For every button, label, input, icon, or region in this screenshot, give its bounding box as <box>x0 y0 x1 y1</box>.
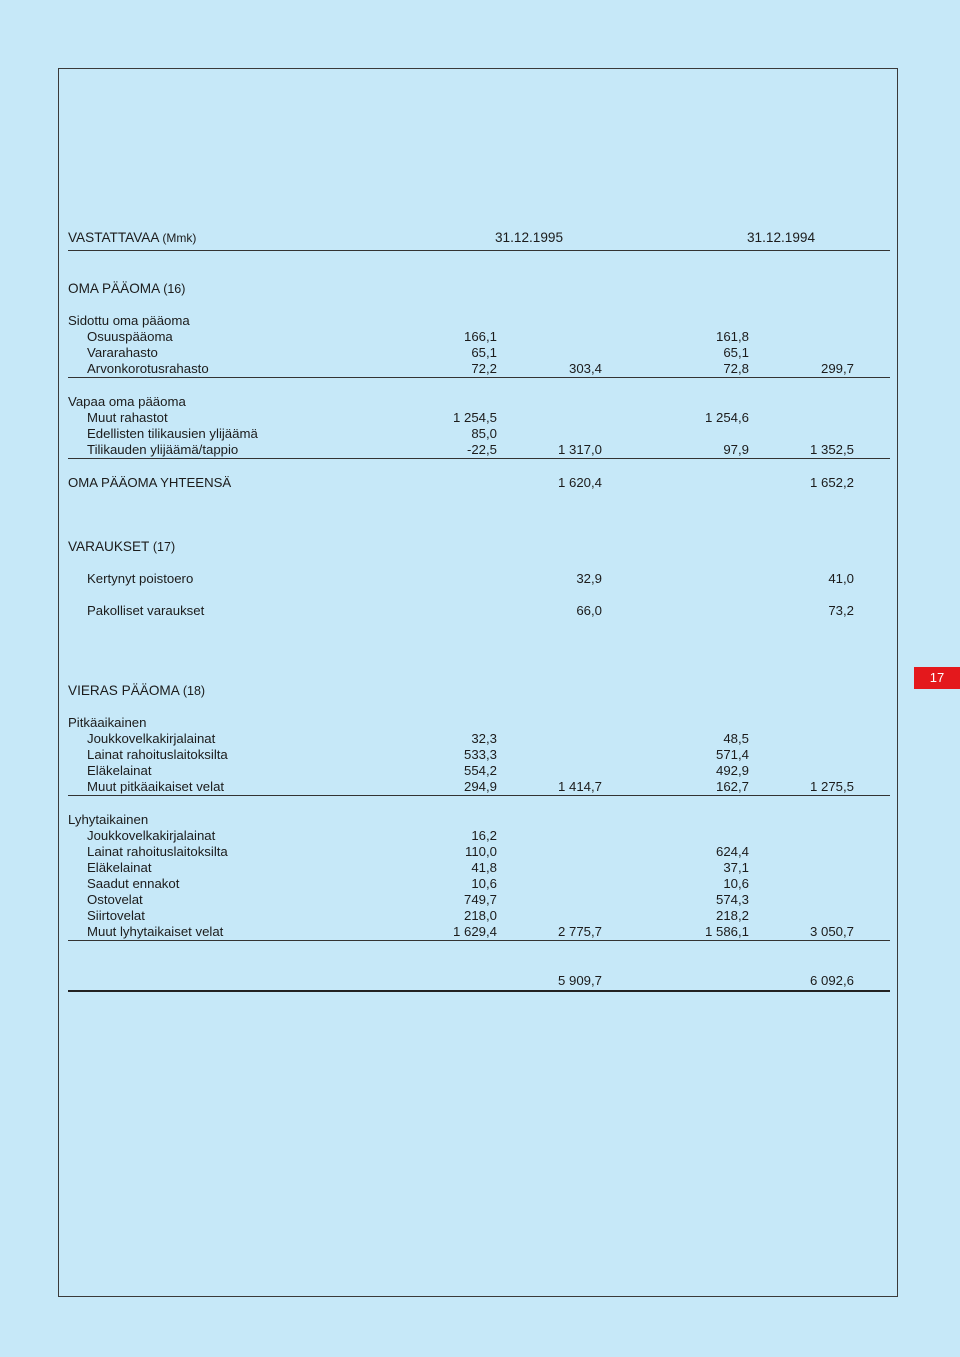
grand-total-1994: 6 092,6 <box>810 973 854 988</box>
table-row: Tilikauden ylijäämä/tappio -22,5 1 317,0 97,9 1 352,5 <box>68 442 890 459</box>
table-row: Edellisten tilikausien ylijäämä 85,0 <box>87 426 497 441</box>
table-header <box>68 230 890 251</box>
page-number-tab: 17 <box>914 667 960 689</box>
table-row: Osuuspääoma 166,1 161,8 <box>87 329 749 344</box>
subsection-lyhyt: Lyhytaikainen <box>68 812 149 827</box>
subtotal-1994: 1 352,5 <box>810 442 854 457</box>
subsection-vapaa: Vapaa oma pääoma <box>68 394 186 409</box>
table-row: Joukkovelkakirjalainat 32,3 48,5 <box>87 731 749 746</box>
table-row: Muut rahastot 1 254,5 1 254,6 <box>87 410 749 425</box>
table-row: Eläkelainat 41,8 37,1 <box>87 860 749 875</box>
table-row: Vararahasto 65,1 65,1 <box>87 345 749 360</box>
table-title: VASTATTAVAA (Mmk) <box>68 230 197 245</box>
subtotal-1995: 303,4 <box>568 361 602 376</box>
table-row: Ostovelat 749,7 574,3 <box>87 892 749 907</box>
subtotal-1994: 3 050,7 <box>810 924 854 939</box>
table-row: Muut lyhytaikaiset velat 1 629,4 2 775,7 1 586,1 3 050,7 <box>68 924 890 941</box>
total-row-oma: OMA PÄÄOMA YHTEENSÄ 1 620,4 1 652,2 <box>68 475 854 490</box>
subtotal-1995: 1 317,0 <box>558 442 602 457</box>
table-row: Pakolliset varaukset 66,0 73,2 <box>87 603 854 618</box>
grand-total-1995: 5 909,7 <box>558 973 602 988</box>
grand-total-row <box>68 973 890 992</box>
table-row: Arvonkorotusrahasto 72,2 303,4 72,8 299,7 <box>68 361 890 378</box>
subtotal-1995: 1 414,7 <box>558 779 602 794</box>
table-row: Lainat rahoituslaitoksilta 533,3 571,4 <box>87 747 749 762</box>
section-heading-oma: OMA PÄÄOMA (16) <box>68 281 186 296</box>
table-row: Lainat rahoituslaitoksilta 110,0 624,4 <box>87 844 749 859</box>
column-header-1995: 31.12.1995 <box>495 230 564 245</box>
table-row: Kertynyt poistoero 32,9 41,0 <box>87 571 854 586</box>
table-row: Muut pitkäaikaiset velat 294,9 1 414,7 162,7 1 275,5 <box>68 779 890 796</box>
section-heading-varaukset: VARAUKSET (17) <box>68 539 176 554</box>
column-header-1994: 31.12.1994 <box>747 230 816 245</box>
table-row: Siirtovelat 218,0 218,2 <box>87 908 749 923</box>
table-row: Eläkelainat 554,2 492,9 <box>87 763 749 778</box>
table-row: Joukkovelkakirjalainat 16,2 <box>87 828 497 843</box>
section-heading-vieras: VIERAS PÄÄOMA (18) <box>68 683 206 698</box>
subsection-sidottu: Sidottu oma pääoma <box>68 313 190 328</box>
subtotal-1994: 299,7 <box>820 361 854 376</box>
balance-sheet <box>68 230 890 992</box>
subtotal-1995: 2 775,7 <box>558 924 602 939</box>
table-row: Saadut ennakot 10,6 10,6 <box>87 876 749 891</box>
subtotal-1994: 1 275,5 <box>810 779 854 794</box>
subsection-pitka: Pitkäaikainen <box>68 715 147 730</box>
